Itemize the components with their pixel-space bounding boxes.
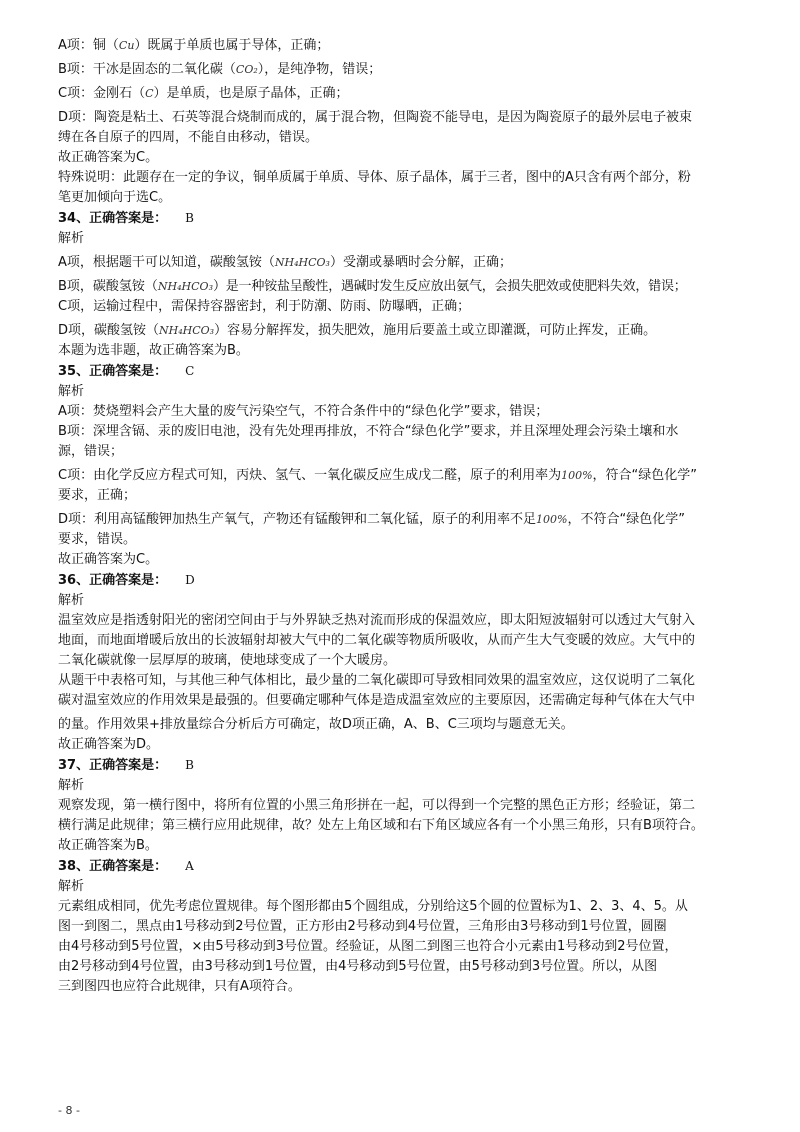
q37-paragraph-line2: 横行满足此规律；第三横行应用此规律，故？处左上角区域和右下角区域应各有一个小黑三角形，只有B项符合。: [58, 818, 704, 833]
q37-conclusion: 故正确答案为B。: [58, 838, 158, 853]
q36-paragraph1-line1: 温室效应是指透射阳光的密闭空间由于与外界缺乏热对流而形成的保温效应，即太阳短波辐射可以透过大气射入: [58, 613, 696, 628]
q36-paragraph2-line2: 碳对温室效应的作用效果是最强的。但要确定哪种气体是造成温室效应的主要原因，还需确定每种气体在大气中: [58, 693, 696, 708]
q38-title: 38、正确答案是：: [58, 859, 168, 874]
q35-option-d-line1: [58, 510, 758, 530]
q36-analysis-label: 解析: [58, 593, 85, 608]
q38-paragraph-line4: 由2号移动到4号位置，由3号移动到1号位置，由4号移动到5号位置，由5号移动到3号位置。所以，从图: [58, 959, 658, 974]
text: A项：铜（: [58, 38, 119, 53]
q35-option-b-line1: B项：深埋含镉、汞的废旧电池，没有先处理再排放，不符合“绿色化学”要求，并且深埋处理会污染土壤和水: [58, 424, 679, 439]
page-number: - 8 -: [58, 1104, 80, 1117]
q38-paragraph-line1: 元素组成相同，优先考虑位置规律。每个图形都由5个圆组成，分别给这5个圆的位置标为1、2、3、4、5。从: [58, 899, 688, 914]
q37-header: [58, 755, 758, 776]
text: ）受潮或暴晒时会分解，正确；: [329, 255, 512, 270]
q33-special-note-line2: 笔更加倾向于选C。: [58, 190, 172, 205]
text: C项：由化学反应方程式可知，丙炔、氢气、一氧化碳反应生成戊二醛，原子的利用率为: [58, 468, 562, 483]
text: B项，碳酸氢铵（: [58, 279, 158, 294]
text: ）既属于单质也属于导体，正确；: [134, 38, 330, 53]
text: ）是单质，也是原子晶体，正确；: [153, 86, 349, 101]
q34-option-d: [58, 321, 758, 341]
q34-analysis-label: 解析: [58, 231, 85, 246]
q36-paragraph2-line1: 从题干中表格可知，与其他三种气体相比，最少量的二氧化碳即可导致相同效果的温室效应，这仅说明了二氧化: [58, 673, 696, 688]
q35-option-a: A项：焚烧塑料会产生大量的废气污染空气，不符合条件中的“绿色化学”要求，错误；: [58, 404, 549, 419]
q35-header: [58, 361, 758, 382]
text: ）容易分解挥发，损失肥效，施用后要盖土或立即灌溉，可防止挥发，正确。: [214, 323, 657, 338]
q33-option-a: [58, 36, 758, 56]
q38-answer: A: [185, 859, 194, 873]
formula-percent: 100%: [561, 469, 593, 482]
q34-option-c: C项，运输过程中，需保持容器密封，利于防潮、防雨、防曝晒，正确；: [58, 299, 471, 314]
q36-paragraph1-line2: 地面，而地面增暖后放出的长波辐射却被大气中的二氧化碳等物质所吸收，从而产生大气变暖的效应。大气中的: [58, 633, 696, 648]
formula-cu: Cu: [118, 39, 135, 52]
q36-header: [58, 570, 758, 591]
q35-option-c-line1: [58, 466, 758, 486]
formula-nh4hco3: NH₄HCO₃: [159, 324, 215, 337]
q35-option-b-line2: 源，错误；: [58, 444, 124, 459]
text: ，符合“绿色化学”: [592, 468, 698, 483]
text: C项：金刚石（: [58, 86, 146, 101]
q35-option-d-line2: 要求，错误。: [58, 532, 137, 547]
q33-special-note-line1: 特殊说明：此题存在一定的争议，铜单质属于单质、导体、原子晶体，属于三者，图中的A只含有两个部分，粉: [58, 170, 691, 185]
q33-option-d-line1: D项：陶瓷是粘土、石英等混合烧制而成的，属于混合物，但陶瓷不能导电，是因为陶瓷原子的最外层电子被束: [58, 110, 693, 125]
q35-conclusion: 故正确答案为C。: [58, 552, 159, 567]
text: ）是一种铵盐呈酸性，遇碱时发生反应放出氨气，会损失肥效或使肥料失效，错误；: [213, 279, 687, 294]
text: ），是纯净物，错误；: [257, 62, 382, 77]
q34-title: 34、正确答案是：: [58, 211, 168, 226]
q38-paragraph-line3: 由4号移动到5号位置，×由5号移动到3号位置。经验证，从图二到图三也符合小元素由1号移动到2号位置，: [58, 939, 678, 954]
text: B项：干冰是固态的二氧化碳（: [58, 62, 236, 77]
q38-paragraph-line2: 图一到图二，黑点由1号移动到2号位置，正方形由2号移动到4号位置，三角形由3号移动到1号位置，圆圈: [58, 919, 667, 934]
q38-header: [58, 856, 758, 877]
q35-option-c-line2: 要求，正确；: [58, 488, 137, 503]
q35-title: 35、正确答案是：: [58, 364, 168, 379]
q35-answer: C: [185, 364, 195, 378]
text: D项：利用高锰酸钾加热生产氧气，产物还有锰酸钾和二氧化锰，原子的利用率不足: [58, 512, 537, 527]
formula-nh4hco3: NH₄HCO₃: [157, 280, 213, 293]
q34-conclusion: 本题为选非题，故正确答案为B。: [58, 343, 249, 358]
q34-option-a: [58, 253, 758, 273]
q33-option-c: [58, 84, 758, 104]
q36-conclusion: 故正确答案为D。: [58, 737, 160, 752]
text: D项，碳酸氢铵（: [58, 323, 160, 338]
q37-analysis-label: 解析: [58, 778, 85, 793]
q37-paragraph-line1: 观察发现，第一横行图中，将所有位置的小黑三角形拼在一起，可以得到一个完整的黑色正方形；经验证，第二: [58, 798, 696, 813]
q33-option-b: [58, 60, 758, 80]
q36-title: 36、正确答案是：: [58, 573, 168, 588]
q34-header: [58, 208, 758, 229]
formula-nh4hco3: NH₄HCO₃: [274, 256, 330, 269]
q37-answer: B: [185, 758, 194, 772]
text: A项，根据题干可以知道，碳酸氢铵（: [58, 255, 275, 270]
formula-co2: CO₂: [235, 63, 258, 76]
text: ，不符合“绿色化学”: [567, 512, 685, 527]
q37-title: 37、正确答案是：: [58, 758, 168, 773]
q33-conclusion: 故正确答案为C。: [58, 150, 159, 165]
q38-analysis-label: 解析: [58, 879, 85, 894]
q36-paragraph1-line3: 二氧化碳就像一层厚厚的玻璃，使地球变成了一个大暖房。: [58, 653, 397, 668]
q33-option-d-line2: 缚在各自原子的四周，不能自由移动，错误。: [58, 130, 319, 145]
q35-analysis-label: 解析: [58, 384, 85, 399]
formula-percent: 100%: [536, 513, 568, 526]
answer-page: [58, 36, 758, 997]
q36-paragraph2-line3: 的量。作用效果+排放量综合分析后方可确定，故D项正确，A、B、C三项均与题意无关。: [58, 717, 574, 732]
q36-answer: D: [185, 573, 195, 587]
formula-c: C: [145, 87, 154, 100]
q34-answer: B: [185, 211, 194, 225]
q34-option-b: [58, 277, 758, 297]
q38-paragraph-line5: 三到图四也应符合此规律，只有A项符合。: [58, 979, 301, 994]
